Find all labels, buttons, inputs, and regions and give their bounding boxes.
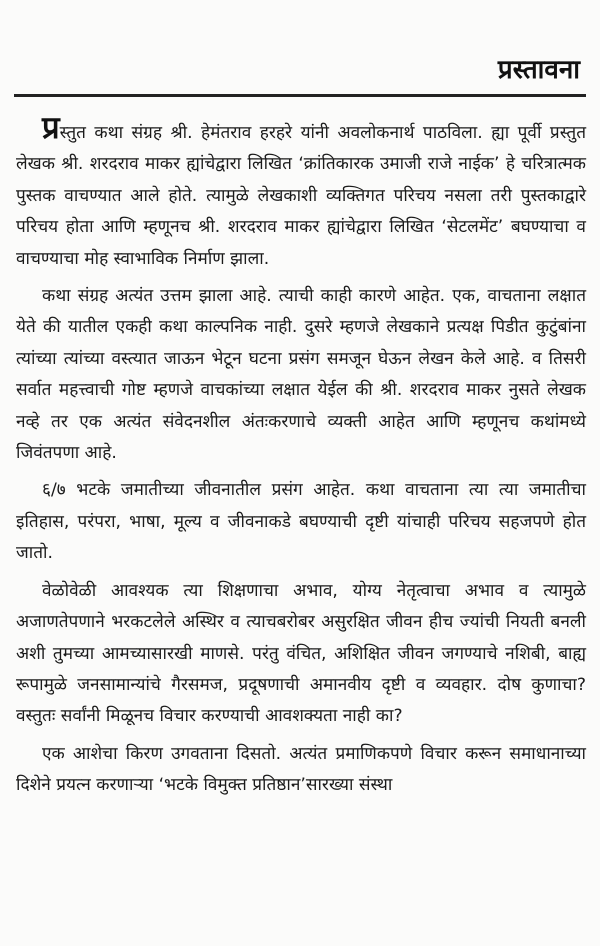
paragraph-1-text: स्तुत कथा संग्रह श्री. हेमंतराव हरहरे यांनी अवलोकनार्थ पाठविला. ह्या पूर्वी प्रस्तुत लेखक श्री. शरदराव माकर ह्यांचेद्वारा लिखित ‘क्रांतिकारक उमाजी राजे नाईक’ हे चरित्रात्मक पुस्तक वाचण्यात आले होते. त्यामुळे लेखकाशी व्यक्तिगत परिचय नसला तरी पुस्तकाद्वारे परिचय होता आणि म्हणूनच श्री. शरदराव माकर ह्यांचेद्वारा लिखित ‘सेटलमेंट’ बघण्याचा व वाचण्याचा मोह स्वाभाविक निर्माण झाला. [16, 123, 586, 269]
paragraph-5: एक आशेचा किरण उगवताना दिसतो. अत्यंत प्रमाणिकपणे विचार करून समाधानाच्या दिशेने प्रयत्न करणाऱ्या ‘भटके विमुक्त प्रतिष्ठान’सारख्या संस्था [16, 743, 586, 796]
body-text [16, 110, 586, 802]
paragraph-2: कथा संग्रह अत्यंत उत्तम झाला आहे. त्याची काही कारणे आहेत. एक, वाचताना लक्षात येते की यातील एकही कथा काल्पनिक नाही. दुसरे म्हणजे लेखकाने प्रत्यक्ष पिडीत कुटुंबांना त्यांच्या त्यांच्या वस्त्यात जाऊन भेटून घटना प्रसंग समजून घेऊन लेखन केले आहे. व तिसरी सर्वात महत्त्वाची गोष्ट म्हणजे वाचकांच्या लक्षात येईल की श्री. शरदराव माकर नुसते लेखक नव्हे तर एक अत्यंत संवेदनशील अंतःकरणाचे व्यक्ती आहेत आणि म्हणूनच कथांमध्ये जिवंतपणा आहे. [16, 286, 586, 464]
paragraph-1 [16, 110, 586, 275]
page-title: प्रस्तावना [497, 55, 580, 85]
page-header [14, 50, 586, 102]
paragraph-4: वेळोवेळी आवश्यक त्या शिक्षणाचा अभाव, योग्य नेतृत्वाचा अभाव व त्यामुळे अजाणतेपणाने भरकटलेले अस्थिर व त्याचबरोबर असुरक्षित जीवन हीच ज्यांची नियती बनली अशी तुमच्या आमच्यासारखी माणसे. परंतु वंचित, अशिक्षित जीवन जगण्याचे नशिबी, बाह्य रूपामुळे जनसामान्यांचे गैरसमज, प्रदूषणाची अमानवीय दृष्टी व व्यवहार. दोष कुणाचा? वस्तुतः सर्वांनी मिळूनच विचार करण्याची आवशक्यता नाही का? [16, 580, 586, 727]
header-rule [14, 94, 586, 97]
drop-cap: प्र [42, 110, 60, 146]
paragraph-3: ६/७ भटके जमातीच्या जीवनातील प्रसंग आहेत. कथा वाचताना त्या त्या जमातीचा इतिहास, परंपरा, भाषा, मूल्य व जीवनाकडे बघण्याची दृष्टी यांचाही परिचय सहजपणे होत जातो. [16, 480, 586, 564]
